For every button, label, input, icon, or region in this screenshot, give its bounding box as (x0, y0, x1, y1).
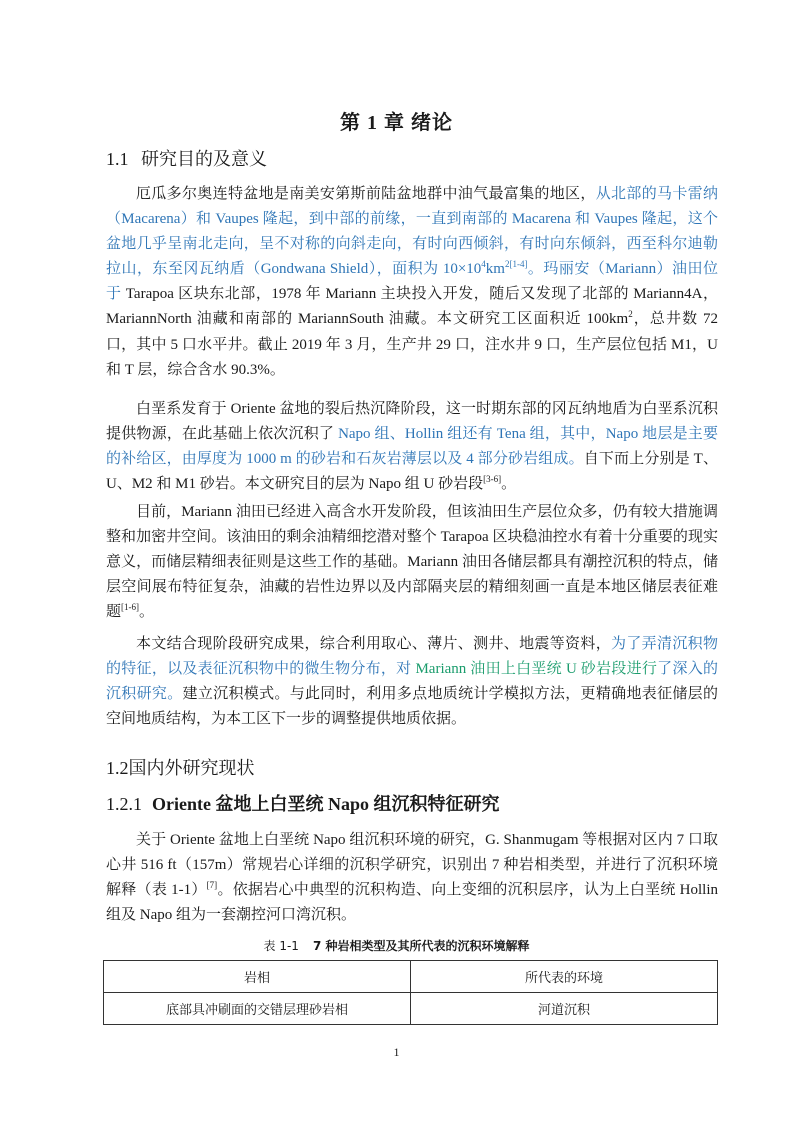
table-caption (0, 937, 793, 954)
table-header-row (104, 961, 718, 993)
table-label: 表 1-1 (263, 939, 299, 953)
table-cell: 河道沉积 (411, 993, 718, 1025)
table-title: 7 种岩相类型及其所代表的沉积环境解释 (312, 939, 530, 953)
paragraph-5: 关于 Oriente 盆地上白垩统 Napo 组沉积环境的研究，G. Shanmugam 等根据对区内 7 口取心井 516 ft（157m）常规岩心详细的沉积学研究，识别出 7 种岩相类型，并进行了沉积环境解释（表 1-1）[7]。依据岩心中典型的沉积构造、向上变细的沉积层序，认为上白垩统 Hollin 组及 Napo 组为一套潮控河口湾沉积。 (106, 832, 719, 924)
subsection-heading-1-2-1 (106, 790, 499, 816)
section-heading-1-2 (106, 754, 255, 780)
highlighted-text: 从北部的马卡雷纳（Macarena）和 Vaupes 隆起，到中部的前缘，一直到南部的 Macarena 和 Vaupes 隆起，这个盆地几乎呈南北走向，呈不对称的向斜走向，有时向西倾斜，有时向东倾斜，西至科尔迪勒拉山，东至冈瓦纳盾（Gondwana Shield），面积为 10×10 (106, 186, 718, 278)
table-header-cell: 所代表的环境 (411, 961, 718, 993)
section-heading-1-1 (106, 145, 267, 171)
subsection-title: Oriente 盆地上白垩统 Napo 组沉积特征研究 (152, 794, 500, 814)
section-title: 研究目的及意义 (141, 149, 267, 169)
citation: [7] (206, 880, 218, 891)
table-cell: 底部具冲刷面的交错层理砂岩相 (104, 993, 411, 1025)
table-header-cell: 岩相 (104, 961, 411, 993)
highlighted-text: 为了弄清沉积物的特征，以及表征沉积物中的微生物分布，对 (106, 636, 718, 678)
subsection-number: 1.2.1 (106, 794, 142, 814)
section-title: 国内外研究现状 (128, 758, 255, 778)
chapter-title: 第 1 章 绪论 (340, 112, 453, 134)
highlighted-text: Napo 组、Hollin 组还有 Tena 组，其中，Napo 地层是主要的补给区，由厚度为 1000 m 的砂岩和石灰岩薄层以及 4 部分砂岩组成。 (106, 426, 718, 468)
highlighted-text-green: Mariann 油田上白垩统 U 砂岩段进行 (411, 661, 658, 678)
paragraph-2: 白垩系发育于 Oriente 盆地的裂后热沉降阶段，这一时期东部的冈瓦纳地盾为白垩系沉积提供物源，在此基础上依次沉积了 Napo 组、Hollin 组还有 Tena 组，其中，Napo 地层是主要的补给区，由厚度为 1000 m 的砂岩和石灰岩薄层以及 4 部分砂岩组成。自下而上分别是 T、U、M2 和 M1 砂岩。本文研究目的层为 Napo 组 U 砂岩段[3-6]。 (106, 401, 718, 493)
paragraph-4: 本文结合现阶段研究成果，综合利用取心、薄片、测井、地震等资料，为了弄清沉积物的特征，以及表征沉积物中的微生物分布，对 Mariann 油田上白垩统 U 砂岩段进行了深入的沉积研究。建立沉积模式。与此同时，利用多点地质统计学模拟方法，更精确地表征储层的空间地质结构，为本工区下一步的调整提供地质依据。 (106, 636, 718, 728)
lithofacies-table (103, 960, 718, 1025)
paragraph-3: 目前，Mariann 油田已经进入高含水开发阶段，但该油田生产层位众多，仍有较大措施调整和加密井空间。该油田的剩余油精细挖潜对整个 Tarapoa 区块稳油控水有着十分重要的现实意义，而储层精细表征则是这些工作的基础。Mariann 油田各储层都具有潮控沉积的特点，储层空间展布特征复杂，油藏的岩性边界以及内部隔夹层的精细刻画一直是本地区储层表征难题[1-6]。 (106, 504, 718, 621)
section-number: 1.1 (106, 149, 129, 169)
page-number: 1 (393, 1045, 400, 1059)
paragraph-1: 厄瓜多尔奥连特盆地是南美安第斯前陆盆地群中油气最富集的地区，从北部的马卡雷纳（Macarena）和 Vaupes 隆起，到中部的前缘，一直到南部的 Macarena 和 Vaupes 隆起，这个盆地几乎呈南北走向，呈不对称的向斜走向，有时向西倾斜，有时向东倾斜，西至科尔迪勒拉山，东至冈瓦纳盾（Gondwana Shield），面积为 $10\times 10^4km^{2[1-4]}$。玛丽安（Mariann）油田位于 Tarapoa 区块东北部，1978 年 Mariann 主块投入开发，随后又发现了北部的 Mariann4A，MariannNorth 油藏和南部的 MariannSouth 油藏。本文研究工区面积近 $100km^2$，总井数 72 口，其中 5 口水平井。截止 2019 年 3 月，生产井 29 口，注水井 9 口，生产层位包括 M1，U 和 T 层，综合含水 90.3%。 (106, 186, 718, 378)
table-row (104, 993, 718, 1025)
citation: [1-6] (121, 602, 140, 613)
citation: [3-6] (483, 474, 502, 485)
section-number: 1.2 (106, 758, 129, 778)
